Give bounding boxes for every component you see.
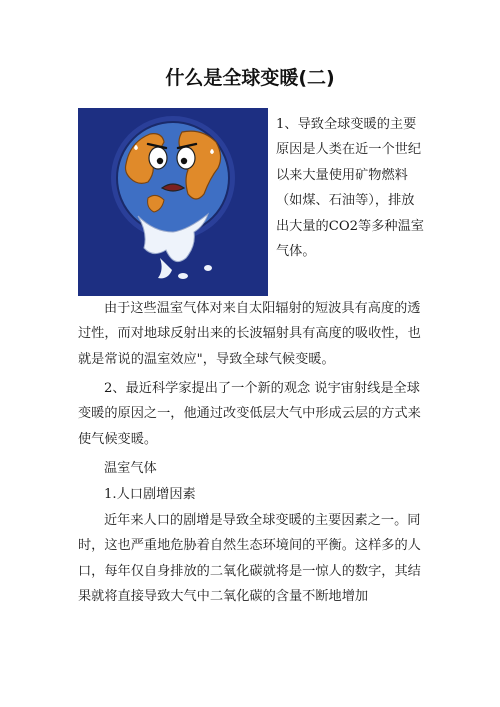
- melting-earth-illustration: [78, 108, 268, 296]
- paragraph-greenhouse-effect: 由于这些温室气体对来自太阳辐射的短波具有高度的透过性，而对地球反射出来的长波辐射具有高度的吸收性，也就是常说的温室效应"，导致全球气候变暖。: [78, 301, 421, 367]
- heading-population-growth: 1.人口剧增因素: [104, 487, 196, 502]
- paragraph-cosmic-rays: 2、最近科学家提出了一个新的观念 说宇宙射线是全球变暖的原因之一，他通过改变低层大气中形成云层的方式来使气候变暖。: [78, 381, 421, 447]
- side-paragraph: 1、导致全球变暖的主要原因是人类在近一个世纪以来大量使用矿物燃料（如煤、石油等），排放出大量的CO2等多种温室气体。: [276, 117, 424, 260]
- document-title: 什么是全球变暖(二): [165, 67, 335, 89]
- heading-greenhouse-gases: 温室气体: [104, 461, 157, 476]
- melting-earth-cartoon-icon: [78, 108, 268, 296]
- paragraph-population: 近年来人口的剧增是导致全球变暖的主要因素之一。同时，这也严重地危胁着自然生态环境间的平衡。这样多的人口，每年仅自身排放的二氧化碳就将是一惊人的数字，其结果就将直接导致大气中二氧化碳的含量不断地增加: [78, 513, 421, 605]
